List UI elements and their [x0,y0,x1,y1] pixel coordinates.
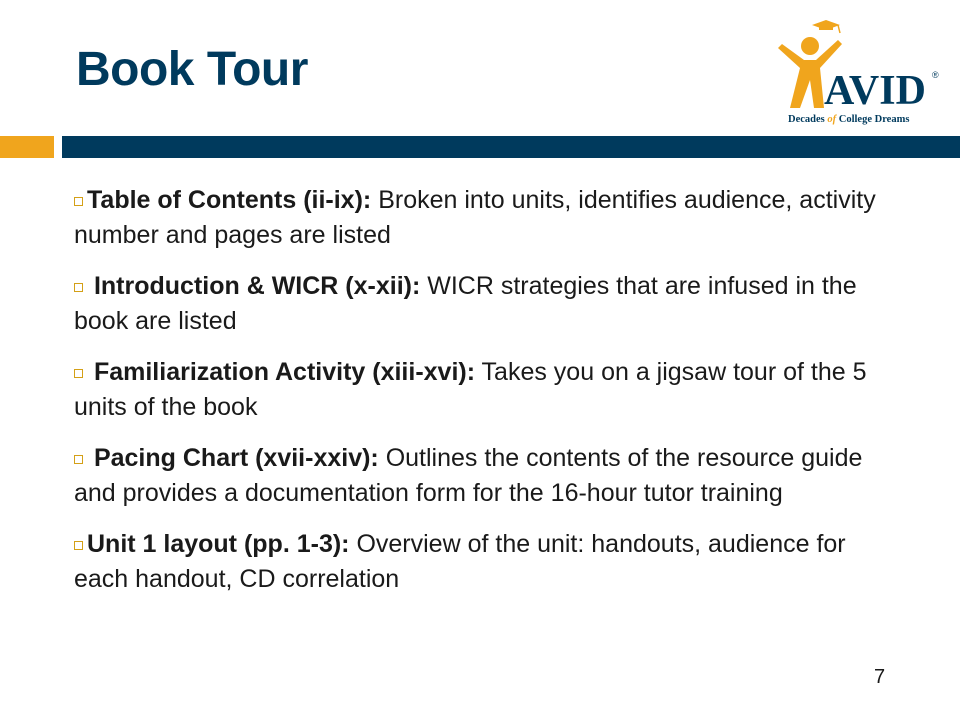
square-bullet-icon [74,197,83,206]
accent-bar-gold [0,136,54,158]
slide-title: Book Tour [76,43,308,96]
avid-logo [774,16,946,128]
list-item: Familiarization Activity (xiii-xvi): Takes you on a jigsaw tour of the 5 units of the book [74,358,867,421]
accent-bar-navy [62,136,960,158]
square-bullet-icon [74,283,83,292]
bullet-list [74,183,904,613]
avid-wordmark: AVID [824,68,926,114]
list-item: Table of Contents (ii-ix): Broken into units, identifies audience, activity number and pages are listed [74,186,876,249]
page-number: 7 [874,666,886,688]
square-bullet-icon [74,369,83,378]
graduation-cap-icon [812,20,840,33]
logo-tagline: Decades of College Dreams [788,114,910,125]
list-item: Unit 1 layout (pp. 1-3): Overview of the unit: handouts, audience for each handout, CD correlation [74,530,846,593]
square-bullet-icon [74,455,83,464]
svg-text:®: ® [932,70,939,80]
list-item: Pacing Chart (xvii-xxiv): Outlines the contents of the resource guide and provides a documentation form for the 16-hour tutor training [74,444,863,507]
list-item: Introduction & WICR (x-xii): WICR strategies that are infused in the book are listed [74,272,857,335]
square-bullet-icon [74,541,83,550]
